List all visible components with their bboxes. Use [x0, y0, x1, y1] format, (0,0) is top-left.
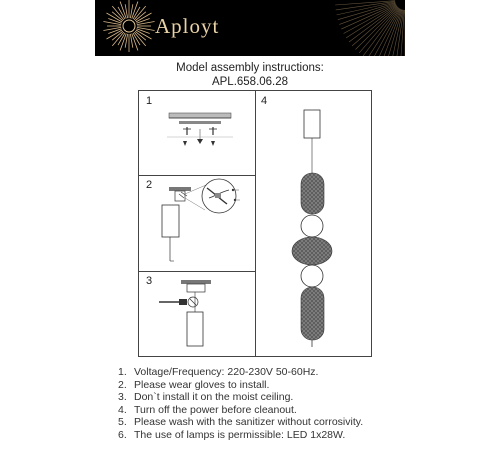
- list-item: 3. Don`t install it on the moist ceiling.: [118, 391, 294, 404]
- list-item: 1. Voltage/Frequency: 220-230V 50-60Hz.: [118, 366, 319, 378]
- step-3-fixing: [139, 272, 255, 356]
- step-4-assembled-lamp: [256, 91, 372, 356]
- sunburst-icon: [95, 0, 405, 56]
- assembly-diagram: [138, 90, 372, 357]
- brand-banner: [95, 0, 405, 56]
- list-item: 6. The use of lamps is permissible: LED 1x28W.: [118, 428, 346, 441]
- step-2-wiring: [139, 176, 255, 271]
- step-number: 1: [146, 95, 153, 107]
- step-number: 3: [146, 275, 153, 287]
- instructions-list: [118, 366, 363, 442]
- brand-name: Aployt: [155, 14, 220, 38]
- step-number: 4: [261, 95, 268, 107]
- model-number: APL.658.06.28: [211, 76, 289, 88]
- step-number: 2: [146, 179, 153, 191]
- step-1-ceiling-mount: [139, 91, 255, 175]
- list-item: 2. Please wear gloves to install.: [118, 378, 270, 391]
- document-title: Model assembly instructions:: [176, 62, 324, 74]
- list-item: 5. Please wash with the sanitizer without corrosivity.: [118, 416, 364, 429]
- list-item: 4. Turn off the power before cleanout.: [118, 403, 297, 416]
